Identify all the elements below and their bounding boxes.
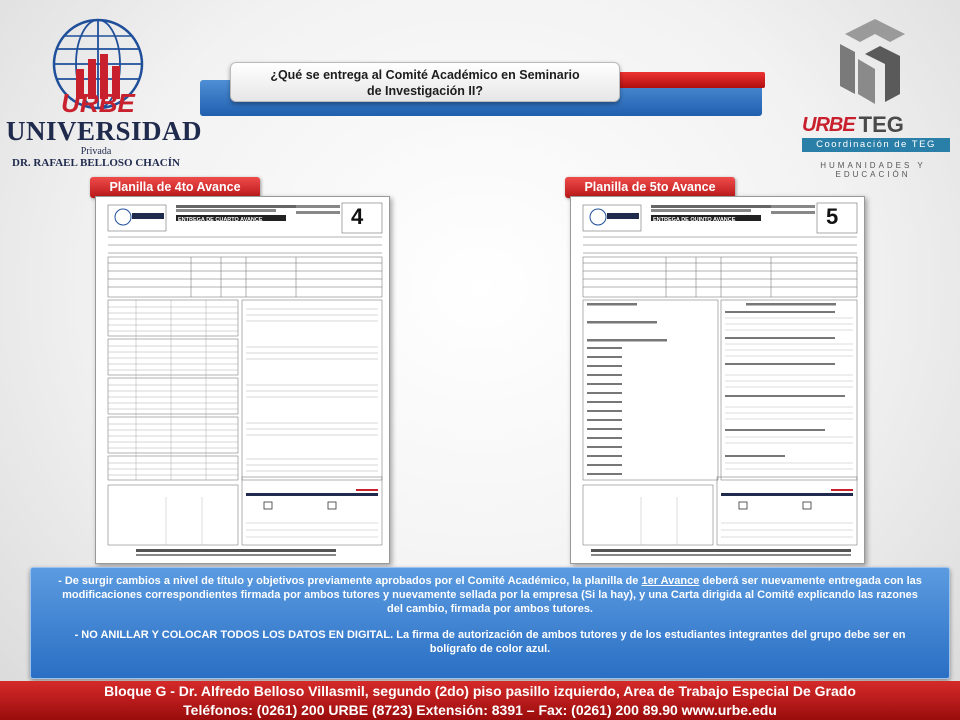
coordinacion-bar: Coordinación de TEG [802, 138, 950, 152]
instruction-changes-text-b: deberá ser nuevamente entregada con las modificaciones correspondientes firmada por ambos tutores y nuevamente sellada por la empresa (Si la hay), y una Carta dirigida al Comité explicando las razones del cambio, firmada por ambos tutores. [62, 575, 922, 615]
planilla-5-form-image [570, 196, 865, 564]
university-type: Privada [80, 146, 112, 157]
title-line-1: ¿Qué se entrega al Comité Académico en Seminario [270, 68, 580, 82]
university-name: DR. RAFAEL BELLOSO CHACÍN [12, 157, 180, 169]
first-avance-reference: 1er Avance [641, 575, 700, 587]
universidad-logo [6, 14, 203, 169]
urbe-mark: URBE [61, 88, 135, 114]
page-title [230, 62, 620, 102]
tagline: HUMANIDADES Y EDUCACIÓN [820, 161, 926, 179]
title-line-2: de Investigación II? [367, 84, 483, 98]
planilla-5-heading: ENTREGA DE QUINTO AVANCE [653, 217, 736, 223]
planilla-4-number: 4 [351, 204, 364, 229]
teg-word: TEG [858, 112, 904, 137]
instructions-box [30, 567, 950, 679]
teg-logo [790, 14, 955, 179]
footer-address: Bloque G - Dr. Alfredo Belloso Villasmil, segundo (2do) piso pasillo izquierdo, Area de Trabajo Especial De Grado [104, 683, 856, 699]
instruction-changes [53, 574, 927, 616]
planilla-5-number: 5 [826, 204, 839, 229]
footer-contact-bar [0, 681, 960, 720]
planilla-5-label: Planilla de 5to Avance [565, 177, 735, 198]
instruction-digital: - NO ANILLAR Y COLOCAR TODOS LOS DATOS EN DIGITAL. La firma de autorización de ambos tutores y de los estudiantes integrantes del grupo debe ser en bolígrafo de color azul. [74, 629, 906, 655]
planilla-4-form-image [95, 196, 390, 564]
globe-icon [48, 14, 148, 114]
urbe-wordmark: URBE [802, 113, 855, 136]
teg-emblem-icon [820, 14, 920, 109]
footer-phones: Teléfonos: (0261) 200 URBE (8723) Extensión: 8391 – Fax: (0261) 200 89.90 www.urbe.edu [183, 702, 777, 718]
planilla-4-label: Planilla de 4to Avance [90, 177, 260, 198]
university-word: UNIVERSIDAD [6, 116, 203, 146]
planilla-4-heading: ENTREGA DE CUARTO AVANCE [178, 217, 263, 223]
instruction-changes-text-a: - De surgir cambios a nivel de título y objetivos previamente aprobados por el Comité Académico, la planilla de [58, 575, 642, 587]
title-bar-accent [615, 72, 765, 88]
teg-wordmark [802, 114, 904, 136]
